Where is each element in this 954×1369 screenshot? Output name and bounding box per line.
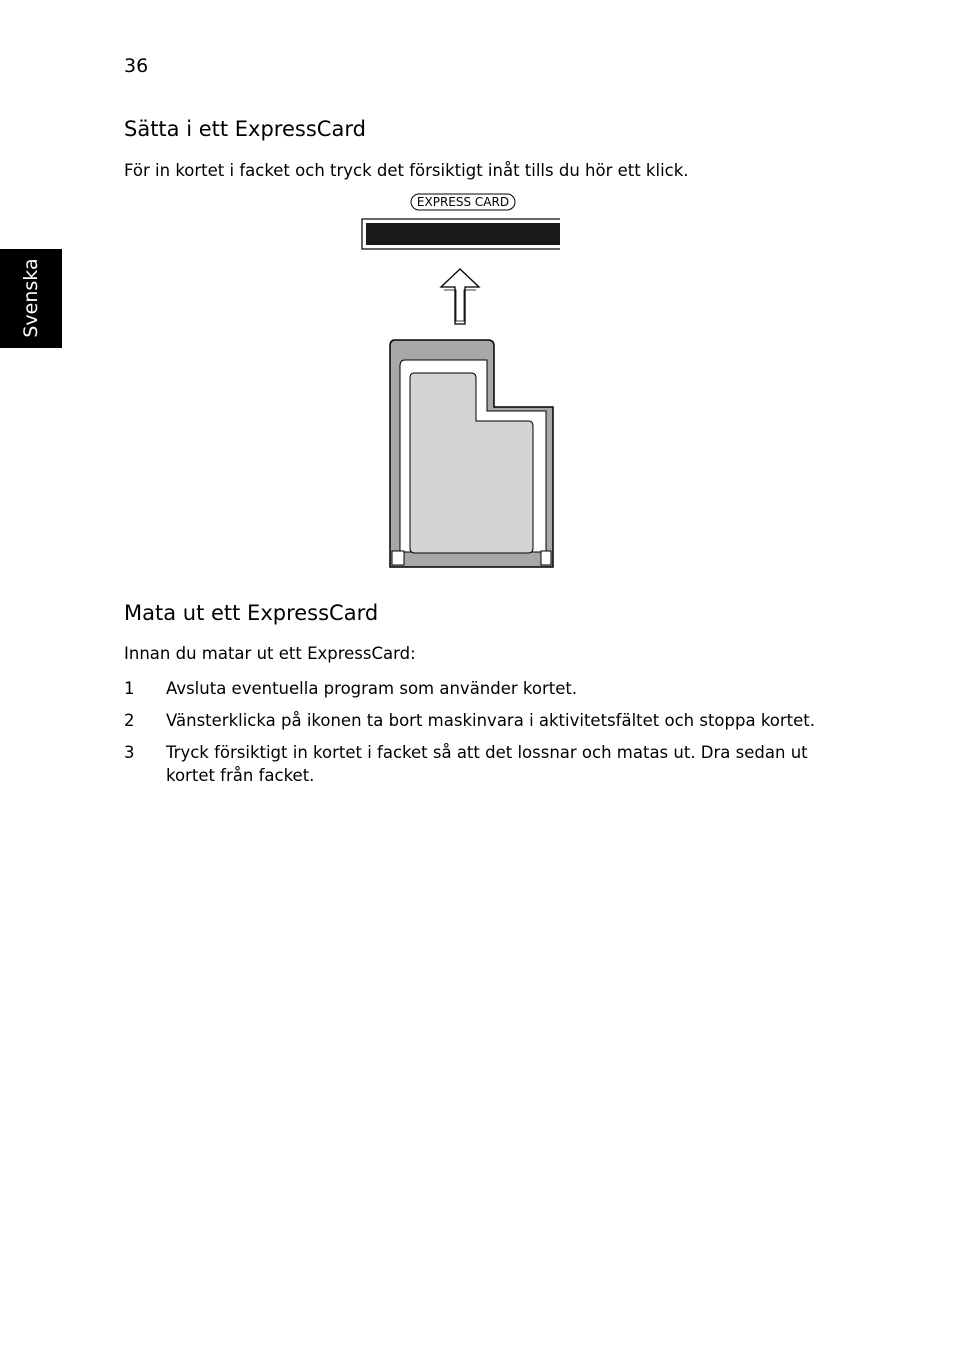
step-number: 3 [124,743,135,762]
expresscard-insert-illustration [355,190,560,570]
card-corner-notch-right [541,551,551,565]
step-text: Vänsterklicka på ikonen ta bort maskinvara i aktivitetsfältet och stoppa kortet. [166,711,816,730]
eject-heading: Mata ut ett ExpressCard [124,601,379,625]
step-text: Avsluta eventuella program som använder kortet. [166,679,578,698]
insert-instruction: För in kortet i facket och tryck det försiktigt inåt tills du hör ett klick. [124,161,689,180]
language-tab [0,249,62,348]
eject-step [124,709,824,732]
page-number: 36 [124,55,149,77]
insert-heading: Sätta i ett ExpressCard [124,117,366,141]
language-tab-label: Svenska [20,258,42,338]
step-number: 1 [124,679,135,698]
card-corner-notch-left [392,551,404,565]
eject-step [124,741,824,787]
step-text: Tryck försiktigt in kortet i facket så att det lossnar och matas ut. Dra sedan ut kortet från facket. [166,743,808,785]
slot-label: EXPRESS CARD [416,195,510,209]
step-number: 2 [124,711,135,730]
arrow-up-icon [441,269,479,324]
expresscard-label-area [410,373,533,553]
expresscard-figure-svg [355,190,560,570]
eject-steps-list [124,677,824,787]
eject-step [124,677,824,700]
expresscard-slot [366,223,560,245]
eject-intro: Innan du matar ut ett ExpressCard: [124,644,416,663]
